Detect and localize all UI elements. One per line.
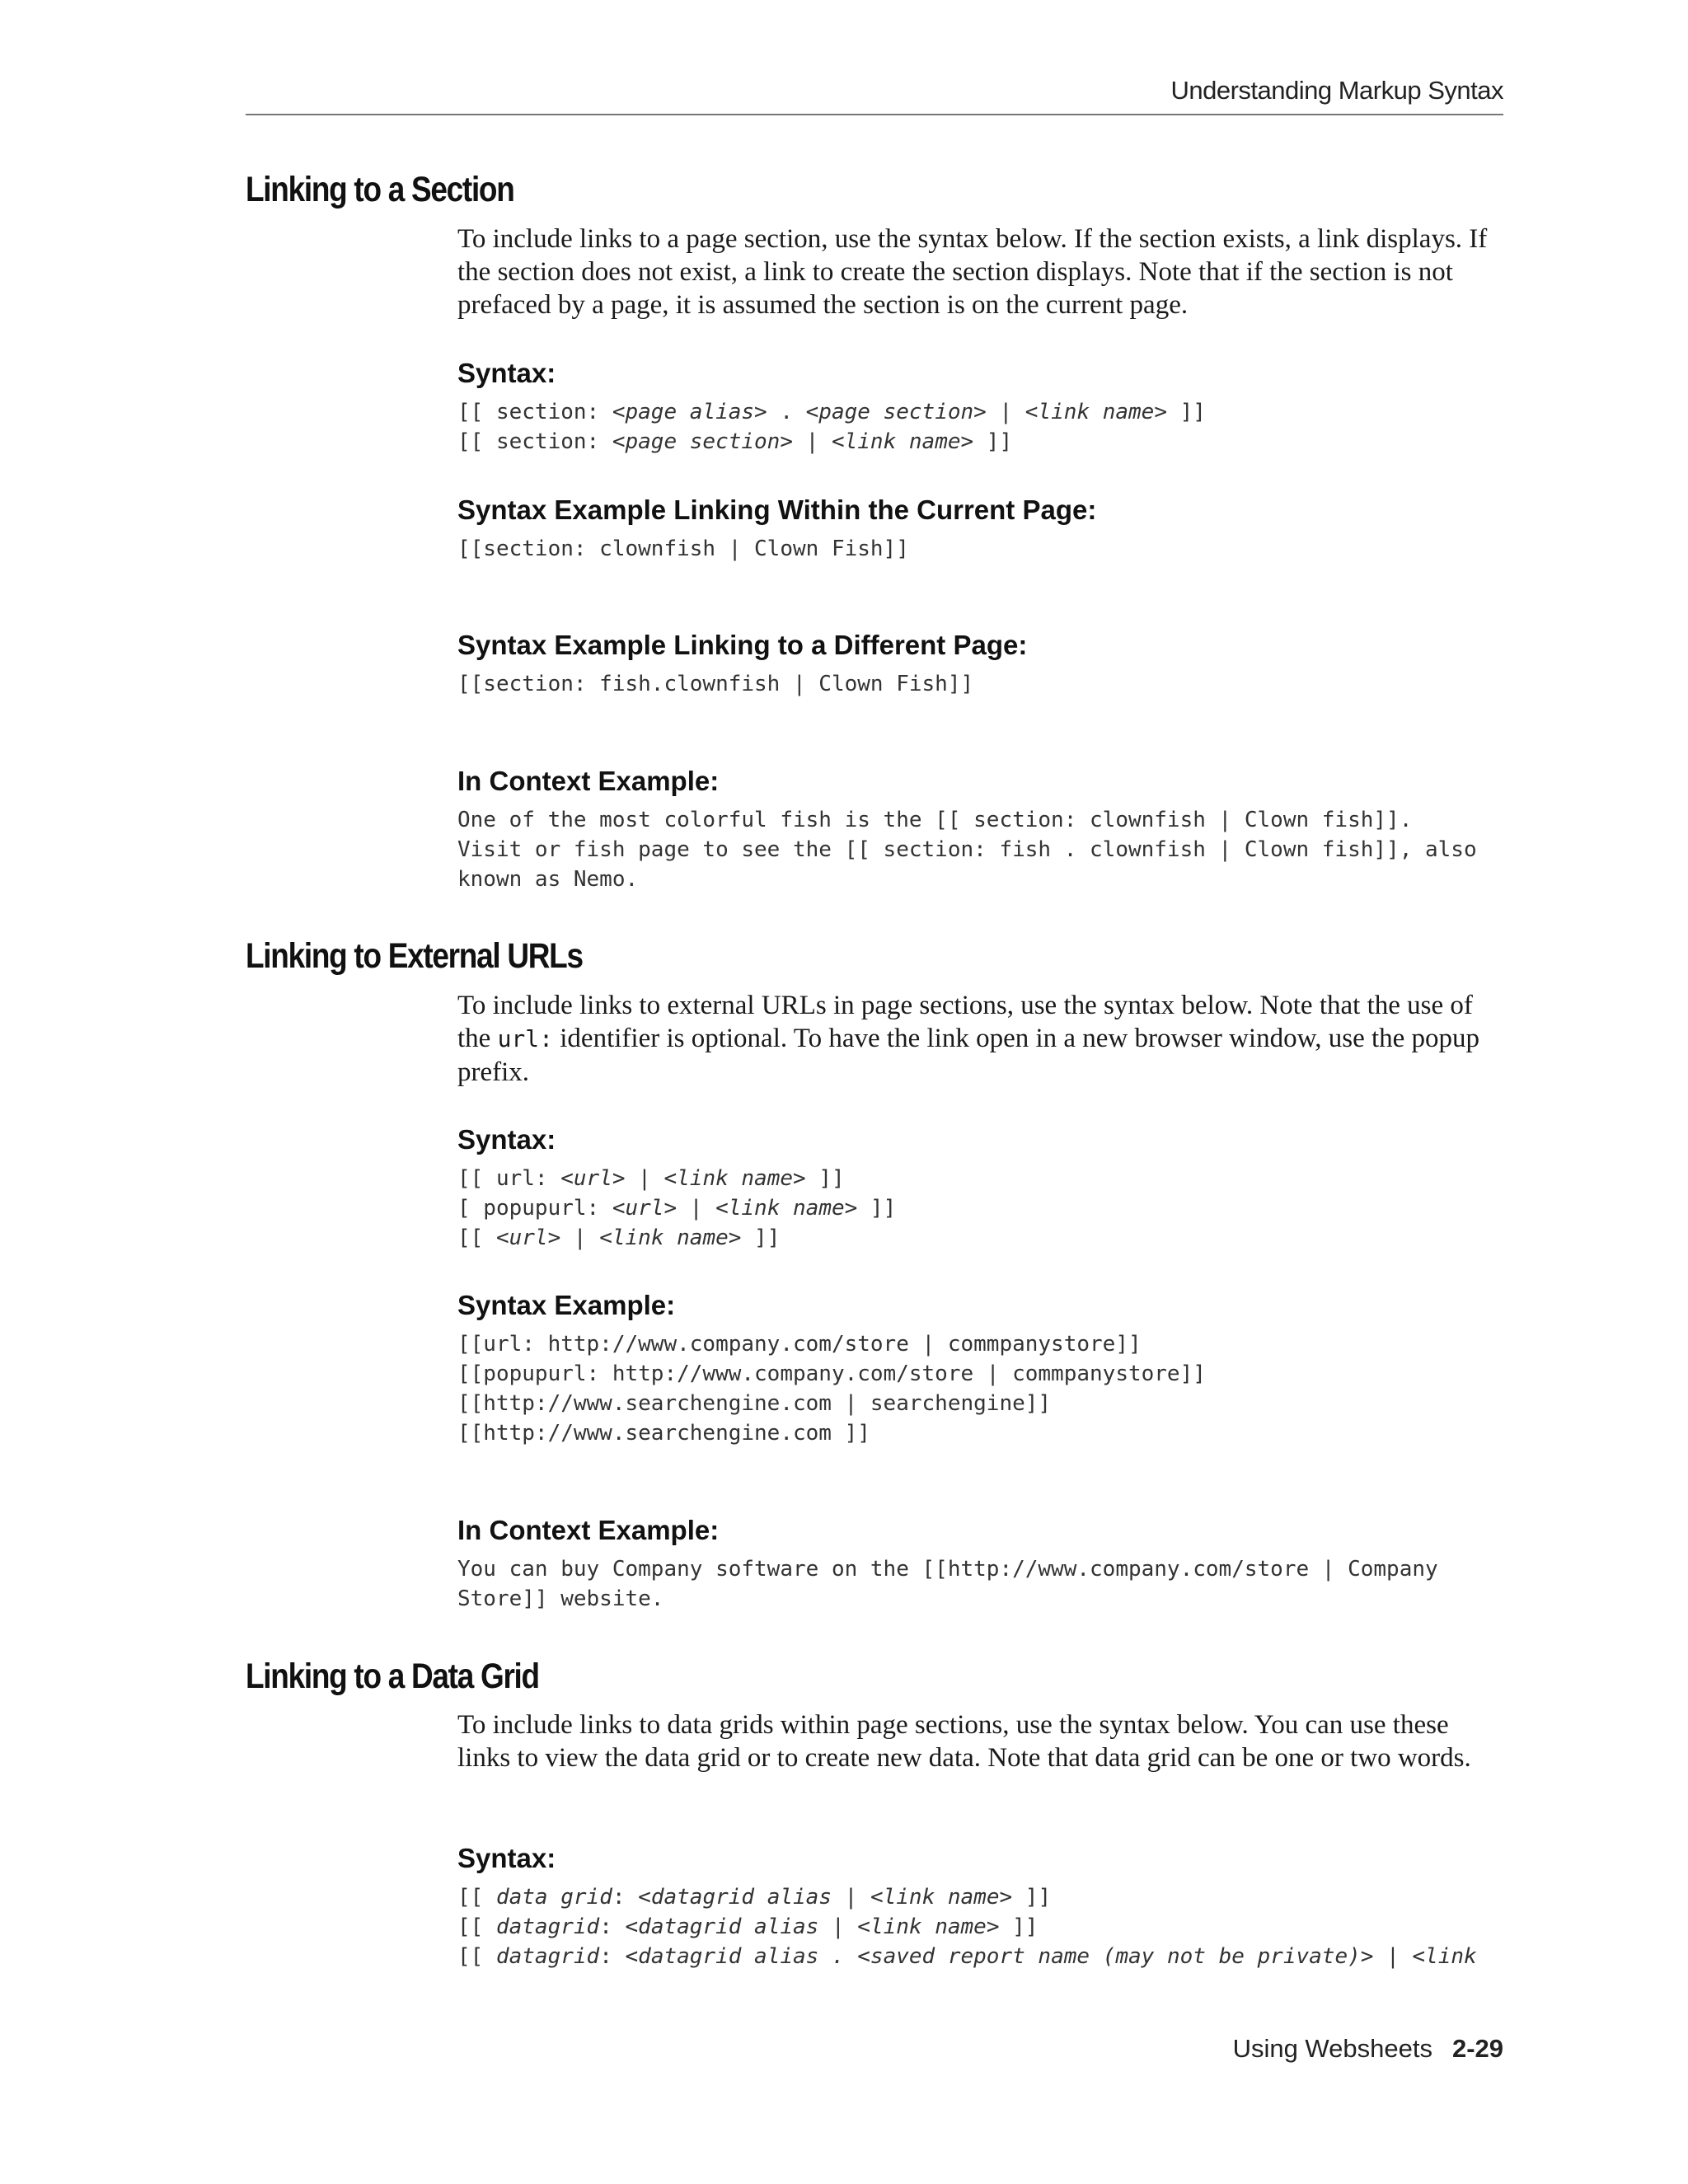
running-header: Understanding Markup Syntax — [1170, 76, 1503, 105]
code-line — [457, 1882, 1477, 1912]
placeholder-text: <page section> — [805, 400, 987, 424]
code-text: ]] — [1012, 1885, 1052, 1910]
syntax-label: Syntax: — [457, 358, 556, 388]
intro-text: identifier is optional. To have the link open in a new browser window, use the popup prefix. — [457, 1024, 1480, 1087]
page-number: 2-29 — [1451, 2034, 1503, 2063]
example-current-page-code — [457, 534, 909, 564]
placeholder-text: <link name> — [857, 1915, 1000, 1939]
code-text: | — [677, 1196, 716, 1221]
data-grid-intro-paragraph: To include links to data grids within page sections, use the syntax below. You can use these links to view the data grid or to create new data. Note that data grid can be one or two words. — [457, 1710, 1471, 1773]
intro-text: To include links to external URLs in page sections, use the syntax below. Note that the use of the — [457, 991, 1473, 1053]
code-line — [457, 1912, 1477, 1942]
placeholder-text: <page alias> — [612, 400, 767, 424]
code-text: : — [612, 1885, 639, 1910]
placeholder-text: <link name> — [831, 429, 974, 454]
in-context-label: In Context Example: — [457, 766, 720, 796]
code-text: . — [767, 400, 806, 424]
in-context-code — [457, 805, 1477, 894]
placeholder-text: <url> — [612, 1196, 678, 1221]
placeholder-text: datagrid — [495, 1944, 600, 1969]
code-text: | — [793, 429, 832, 454]
code-text: [[ section: — [457, 400, 612, 424]
placeholder-text: datagrid — [495, 1915, 600, 1939]
code-line: [[popupurl: http://www.company.com/store | commpanystore]] — [457, 1361, 1206, 1386]
code-text: [[ — [457, 1885, 496, 1910]
syntax-example-code — [457, 1329, 1206, 1448]
heading-linking-to-section: Linking to a Section — [246, 170, 514, 209]
code-line: Store]] website. — [457, 1586, 664, 1611]
url-identifier: url: — [497, 1025, 554, 1052]
footer-chapter: Using Websheets — [1232, 2034, 1432, 2063]
placeholder-text: <link name> — [599, 1226, 742, 1250]
section-syntax-code — [457, 397, 1206, 457]
placeholder-text: <datagrid alias — [638, 1885, 832, 1910]
code-text: | — [1373, 1944, 1413, 1969]
code-text: ]] — [805, 1166, 845, 1191]
example-different-page-code — [457, 669, 973, 699]
placeholder-text: <datagrid alias — [625, 1915, 819, 1939]
code-text: : — [599, 1944, 626, 1969]
external-urls-intro-paragraph — [457, 989, 1504, 1089]
code-text: | — [831, 1885, 870, 1910]
page-footer — [246, 2034, 1503, 2064]
placeholder-text: <datagrid alias . <saved report name (may not be private)> — [625, 1944, 1374, 1969]
heading-linking-to-external-urls: Linking to External URLs — [246, 936, 583, 976]
code-text: [[ — [457, 1944, 496, 1969]
code-line — [457, 1223, 896, 1253]
code-text: [[ url: — [457, 1166, 561, 1191]
code-text: [[ section: — [457, 429, 612, 454]
placeholder-text: <page section> — [612, 429, 793, 454]
code-text: | — [818, 1915, 858, 1939]
placeholder-text: <link — [1412, 1944, 1477, 1969]
data-grid-syntax-code — [457, 1882, 1477, 1971]
example-current-page-label: Syntax Example Linking Within the Current Page: — [457, 494, 1097, 525]
code-text: | — [625, 1166, 664, 1191]
code-line: [[section: clownfish | Clown Fish]] — [457, 537, 909, 561]
code-line — [457, 397, 1206, 427]
code-line: [[url: http://www.company.com/store | commpanystore]] — [457, 1332, 1142, 1357]
placeholder-text: data grid — [495, 1885, 612, 1910]
code-text: ]] — [741, 1226, 781, 1250]
code-text: [[ — [457, 1915, 496, 1939]
code-line: known as Nemo. — [457, 867, 639, 892]
code-line — [457, 427, 1206, 457]
code-line: [[http://www.searchengine.com ]] — [457, 1421, 870, 1446]
code-line — [457, 1942, 1477, 1971]
code-line: [[section: fish.clownfish | Clown Fish]] — [457, 672, 974, 696]
in-context-label: In Context Example: — [457, 1515, 720, 1545]
code-text: [[ — [457, 1226, 496, 1250]
in-context-code — [457, 1554, 1438, 1614]
code-text: : — [599, 1915, 626, 1939]
code-line — [457, 1193, 896, 1223]
placeholder-text: <url> — [495, 1226, 561, 1250]
code-text: ]] — [999, 1915, 1039, 1939]
code-line: You can buy Company software on the [[http://www.company.com/store | Company — [457, 1557, 1438, 1582]
example-different-page-label: Syntax Example Linking to a Different Page: — [457, 630, 1028, 660]
code-line: [[http://www.searchengine.com | searchengine]] — [457, 1391, 1052, 1416]
syntax-label: Syntax: — [457, 1124, 556, 1155]
code-text: ]] — [857, 1196, 897, 1221]
placeholder-text: <link name> — [715, 1196, 858, 1221]
code-text: [ popupurl: — [457, 1196, 612, 1221]
placeholder-text: <link name> — [663, 1166, 806, 1191]
code-line: Visit or fish page to see the [[ section: fish . clownfish | Clown fish]], also — [457, 837, 1477, 862]
code-line — [457, 1164, 896, 1193]
code-text: | — [560, 1226, 600, 1250]
section-intro-paragraph: To include links to a page section, use the syntax below. If the section exists, a link displays. If the section does not exist, a link to create the section displays. Note that if the section is not prefaced by a page, it is assumed the section is on the current page. — [457, 224, 1488, 320]
code-text: ]] — [1166, 400, 1206, 424]
external-urls-syntax-code — [457, 1164, 896, 1253]
heading-linking-to-data-grid: Linking to a Data Grid — [246, 1657, 539, 1696]
placeholder-text: <link name> — [870, 1885, 1013, 1910]
syntax-example-label: Syntax Example: — [457, 1290, 676, 1320]
placeholder-text: <link name> — [1025, 400, 1167, 424]
syntax-label: Syntax: — [457, 1843, 556, 1873]
code-text: ]] — [973, 429, 1013, 454]
code-text: | — [986, 400, 1025, 424]
code-line: One of the most colorful fish is the [[ section: clownfish | Clown fish]]. — [457, 808, 1413, 832]
placeholder-text: <url> — [560, 1166, 626, 1191]
header-rule — [246, 114, 1503, 115]
